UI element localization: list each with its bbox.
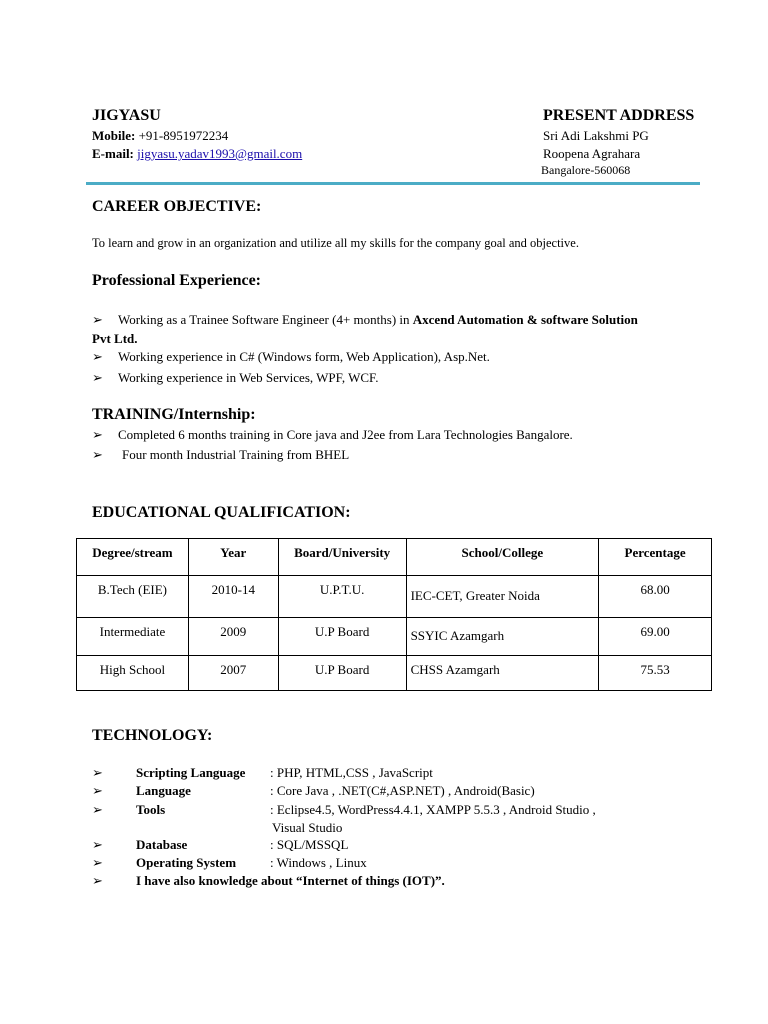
- training-item-2: [92, 447, 349, 463]
- tech-value: : Core Java , .NET(C#,ASP.NET) , Android(Basic): [270, 783, 535, 798]
- header-year: Year: [188, 539, 278, 576]
- cell-year: 2010-14: [188, 576, 278, 618]
- tech-row-tools-cont: [92, 820, 712, 838]
- candidate-name: JIGYASU: [92, 107, 161, 124]
- training-item-1-text: Completed 6 months training in Core java and J2ee from Lara Technologies Bangalore.: [118, 427, 573, 442]
- career-objective-heading: CAREER OBJECTIVE:: [92, 198, 262, 215]
- cell-board: U.P Board: [278, 656, 406, 691]
- table-row: [77, 618, 712, 656]
- tech-row-scripting: [92, 765, 712, 783]
- table-row: [77, 656, 712, 691]
- iot-statement: I have also knowledge about “Internet of things (IOT)”.: [136, 873, 445, 888]
- experience-item-1: [92, 312, 638, 328]
- email-line: [92, 146, 302, 162]
- cell-degree: B.Tech (EIE): [77, 576, 189, 618]
- cell-degree: Intermediate: [77, 618, 189, 656]
- mobile-value: +91-8951972234: [138, 128, 229, 143]
- tech-row-database: [92, 837, 712, 855]
- arrow-icon: ➢: [92, 855, 103, 870]
- cell-percentage: 69.00: [599, 618, 712, 656]
- address-line-2: Roopena Agrahara: [543, 146, 641, 161]
- cell-degree: High School: [77, 656, 189, 691]
- address-line-1: Sri Adi Lakshmi PG: [543, 128, 649, 143]
- education-heading: EDUCATIONAL QUALIFICATION:: [92, 504, 351, 521]
- header-divider: [86, 182, 700, 185]
- email-label: E-mail:: [92, 146, 134, 161]
- education-table: [76, 538, 712, 691]
- arrow-icon: ➢: [92, 783, 103, 798]
- table-row: [77, 576, 712, 618]
- bullet-icon: ➢: [92, 447, 103, 462]
- experience-item-1-company-cont: Pvt Ltd.: [92, 331, 138, 346]
- cell-school: SSYIC Azamgarh: [406, 618, 599, 656]
- cell-year: 2009: [188, 618, 278, 656]
- training-item-1: [92, 427, 573, 443]
- tech-row-iot: [92, 873, 712, 891]
- cell-board: U.P.T.U.: [278, 576, 406, 618]
- career-objective-text: To learn and grow in an organization and utilize all my skills for the company goal and objective.: [92, 236, 579, 250]
- bullet-icon: ➢: [92, 427, 103, 442]
- cell-percentage: 75.53: [599, 656, 712, 691]
- tech-value: : PHP, HTML,CSS , JavaScript: [270, 765, 433, 780]
- address-title: PRESENT ADDRESS: [543, 107, 695, 124]
- arrow-icon: ➢: [92, 765, 103, 780]
- header-board: Board/University: [278, 539, 406, 576]
- tech-key: Database: [136, 837, 188, 852]
- cell-percentage: 68.00: [599, 576, 712, 618]
- tech-row-os: [92, 855, 712, 873]
- tech-key: Operating System: [136, 855, 237, 870]
- experience-item-3-text: Working experience in Web Services, WPF, WCF.: [118, 370, 379, 385]
- arrow-icon: ➢: [92, 873, 103, 888]
- bullet-icon: ➢: [92, 370, 103, 385]
- header-percentage: Percentage: [599, 539, 712, 576]
- header-school: School/College: [406, 539, 599, 576]
- cell-school: IEC-CET, Greater Noida: [406, 576, 599, 618]
- cell-school: CHSS Azamgarh: [406, 656, 599, 691]
- tech-row-tools: [92, 802, 712, 820]
- arrow-icon: ➢: [92, 837, 103, 852]
- tech-key: Scripting Language: [136, 765, 246, 780]
- training-heading: TRAINING/Internship:: [92, 406, 256, 423]
- tech-value: : Windows , Linux: [270, 855, 367, 870]
- experience-item-3: [92, 370, 378, 386]
- mobile-label: Mobile:: [92, 128, 136, 143]
- tech-key: Language: [136, 783, 191, 798]
- email-link[interactable]: jigyasu.yadav1993@gmail.com: [137, 146, 303, 161]
- tech-value: : Eclipse4.5, WordPress4.4.1, XAMPP 5.5.3 , Android Studio ,: [270, 802, 596, 817]
- arrow-icon: ➢: [92, 802, 103, 817]
- experience-item-2: [92, 349, 490, 365]
- tech-key: Tools: [136, 802, 166, 817]
- experience-item-2-text: Working experience in C# (Windows form, Web Application), Asp.Net.: [118, 349, 490, 364]
- cell-year: 2007: [188, 656, 278, 691]
- mobile-line: [92, 128, 228, 144]
- tech-value: : SQL/MSSQL: [270, 837, 349, 852]
- bullet-icon: ➢: [92, 312, 103, 327]
- technology-heading: TECHNOLOGY:: [92, 727, 213, 744]
- tech-value: Visual Studio: [272, 820, 343, 835]
- experience-heading: Professional Experience:: [92, 272, 262, 289]
- experience-item-1-company: Axcend Automation & software Solution: [412, 312, 638, 327]
- address-line-3: Bangalore-560068: [541, 163, 631, 177]
- table-header-row: [77, 539, 712, 576]
- training-item-2-text: Four month Industrial Training from BHEL: [122, 447, 350, 462]
- bullet-icon: ➢: [92, 349, 103, 364]
- tech-row-language: [92, 783, 712, 801]
- header-degree: Degree/stream: [77, 539, 189, 576]
- cell-board: U.P Board: [278, 618, 406, 656]
- experience-item-1-text: Working as a Trainee Software Engineer (4+ months) in: [118, 312, 413, 327]
